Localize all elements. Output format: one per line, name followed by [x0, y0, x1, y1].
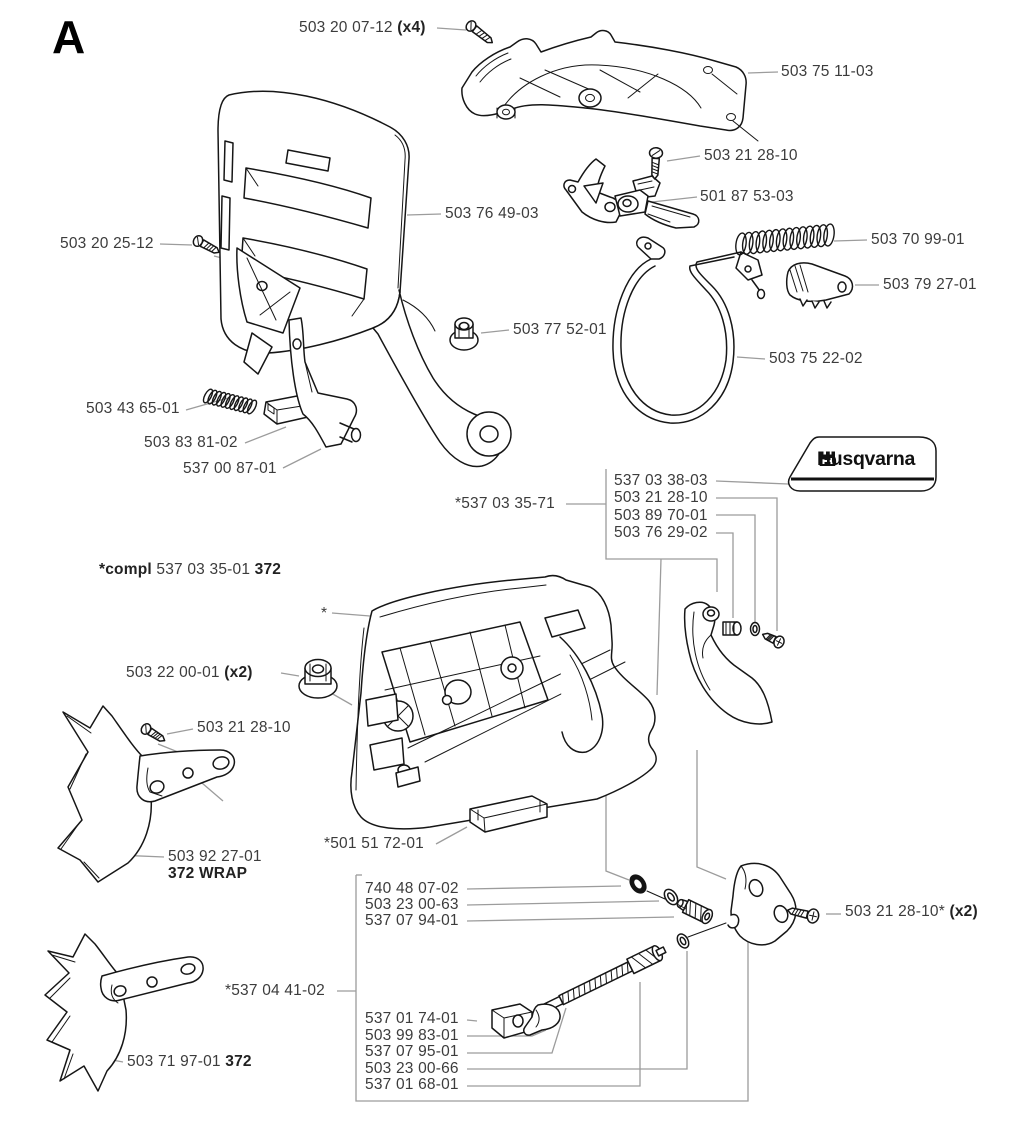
catcher-plug	[723, 622, 741, 635]
label-503-21-28-10-c: 503 21 28-10	[197, 719, 291, 736]
label-503-75-11-03: 503 75 11-03	[781, 63, 874, 80]
chain-catcher-flap	[685, 602, 772, 724]
label-740-48-07-02: 740 48 07-02	[365, 880, 459, 897]
label-503-75-22-02: 503 75 22-02	[769, 350, 863, 367]
label-503-89-70-01: 503 89 70-01	[614, 507, 708, 524]
clutch-cover-top-plate	[462, 31, 758, 141]
bar-nut	[299, 660, 337, 699]
front-hand-guard	[218, 91, 511, 466]
label-503-23-00-66: 503 23 00-66	[365, 1060, 459, 1077]
catcher-cap-nut	[703, 607, 719, 621]
label-503-70-99-01: 503 70 99-01	[871, 231, 965, 248]
brand-name: Husqvarna	[817, 448, 916, 470]
figure-variant-letter: A	[52, 11, 86, 63]
label-503-43-65-01: 503 43 65-01	[86, 400, 180, 417]
label-537-07-95-01: 537 07 95-01	[365, 1043, 459, 1060]
label-503-20-25-12: 503 20 25-12	[60, 235, 154, 252]
label-501-51-72-01: *501 51 72-01	[324, 835, 424, 852]
label-372-wrap: 372 WRAP	[168, 865, 248, 882]
cover-plate-screw	[464, 19, 496, 47]
brake-band-guard	[787, 263, 853, 308]
label-503-20-07-12: 503 20 07-12 (x4)	[299, 19, 426, 36]
wrap-spike-screw	[139, 722, 167, 745]
hand-guard-screw	[192, 234, 222, 257]
label-503-71-97-01: 503 71 97-01 372	[127, 1053, 252, 1070]
brand-badge	[817, 448, 915, 471]
label-503-77-52-01: 503 77 52-01	[513, 321, 607, 338]
label-compl-537-03-35-01: *compl 537 03 35-01 372	[99, 561, 282, 578]
tensioner-bracket-plate	[728, 863, 796, 944]
label-503-21-28-10-a: 503 21 28-10	[704, 147, 798, 164]
label-503-21-28-10-d: 503 21 28-10* (x2)	[845, 903, 978, 920]
brake-lever-screw	[648, 147, 663, 179]
label-503-83-81-02: 503 83 81-02	[144, 434, 238, 451]
catcher-washer	[751, 623, 760, 636]
label-537-01-74-01: 537 01 74-01	[365, 1010, 459, 1027]
label-537-00-87-01: 537 00 87-01	[183, 460, 277, 477]
trigger-spring	[202, 388, 259, 415]
label-503-22-00-01: 503 22 00-01 (x2)	[126, 664, 253, 681]
label-503-76-49-03: 503 76 49-03	[445, 205, 539, 222]
chain-brake-cover	[351, 576, 656, 829]
label-503-79-27-01: 503 79 27-01	[883, 276, 977, 293]
label-asterisk: *	[321, 605, 328, 622]
label-537-01-68-01: 537 01 68-01	[365, 1076, 459, 1093]
clutch-cover-nut	[450, 318, 478, 350]
label-537-03-38-03: 537 03 38-03	[614, 472, 708, 489]
label-537-04-41-02: *537 04 41-02	[225, 982, 325, 999]
catcher-flap-screw	[760, 629, 786, 650]
brake-band	[613, 237, 765, 423]
tensioner-screw-long	[541, 943, 668, 1016]
label-537-03-35-71: *537 03 35-71	[455, 495, 555, 512]
brake-lever-assembly	[564, 159, 699, 228]
tensioner-worm-gear	[675, 896, 715, 926]
label-501-87-53-03: 501 87 53-03	[700, 188, 794, 205]
tensioner-oring	[627, 872, 650, 896]
label-503-23-00-63: 503 23 00-63	[365, 896, 459, 913]
spike-bumper	[45, 934, 203, 1091]
label-537-07-94-01: 537 07 94-01	[365, 912, 459, 929]
brake-spring	[734, 223, 835, 255]
tensioner-washer-b	[675, 932, 691, 950]
label-503-76-29-02: 503 76 29-02	[614, 524, 708, 541]
label-503-21-28-10-b: 503 21 28-10	[614, 489, 708, 506]
label-503-92-27-01: 503 92 27-01	[168, 848, 262, 865]
label-503-99-83-01: 503 99 83-01	[365, 1027, 459, 1044]
